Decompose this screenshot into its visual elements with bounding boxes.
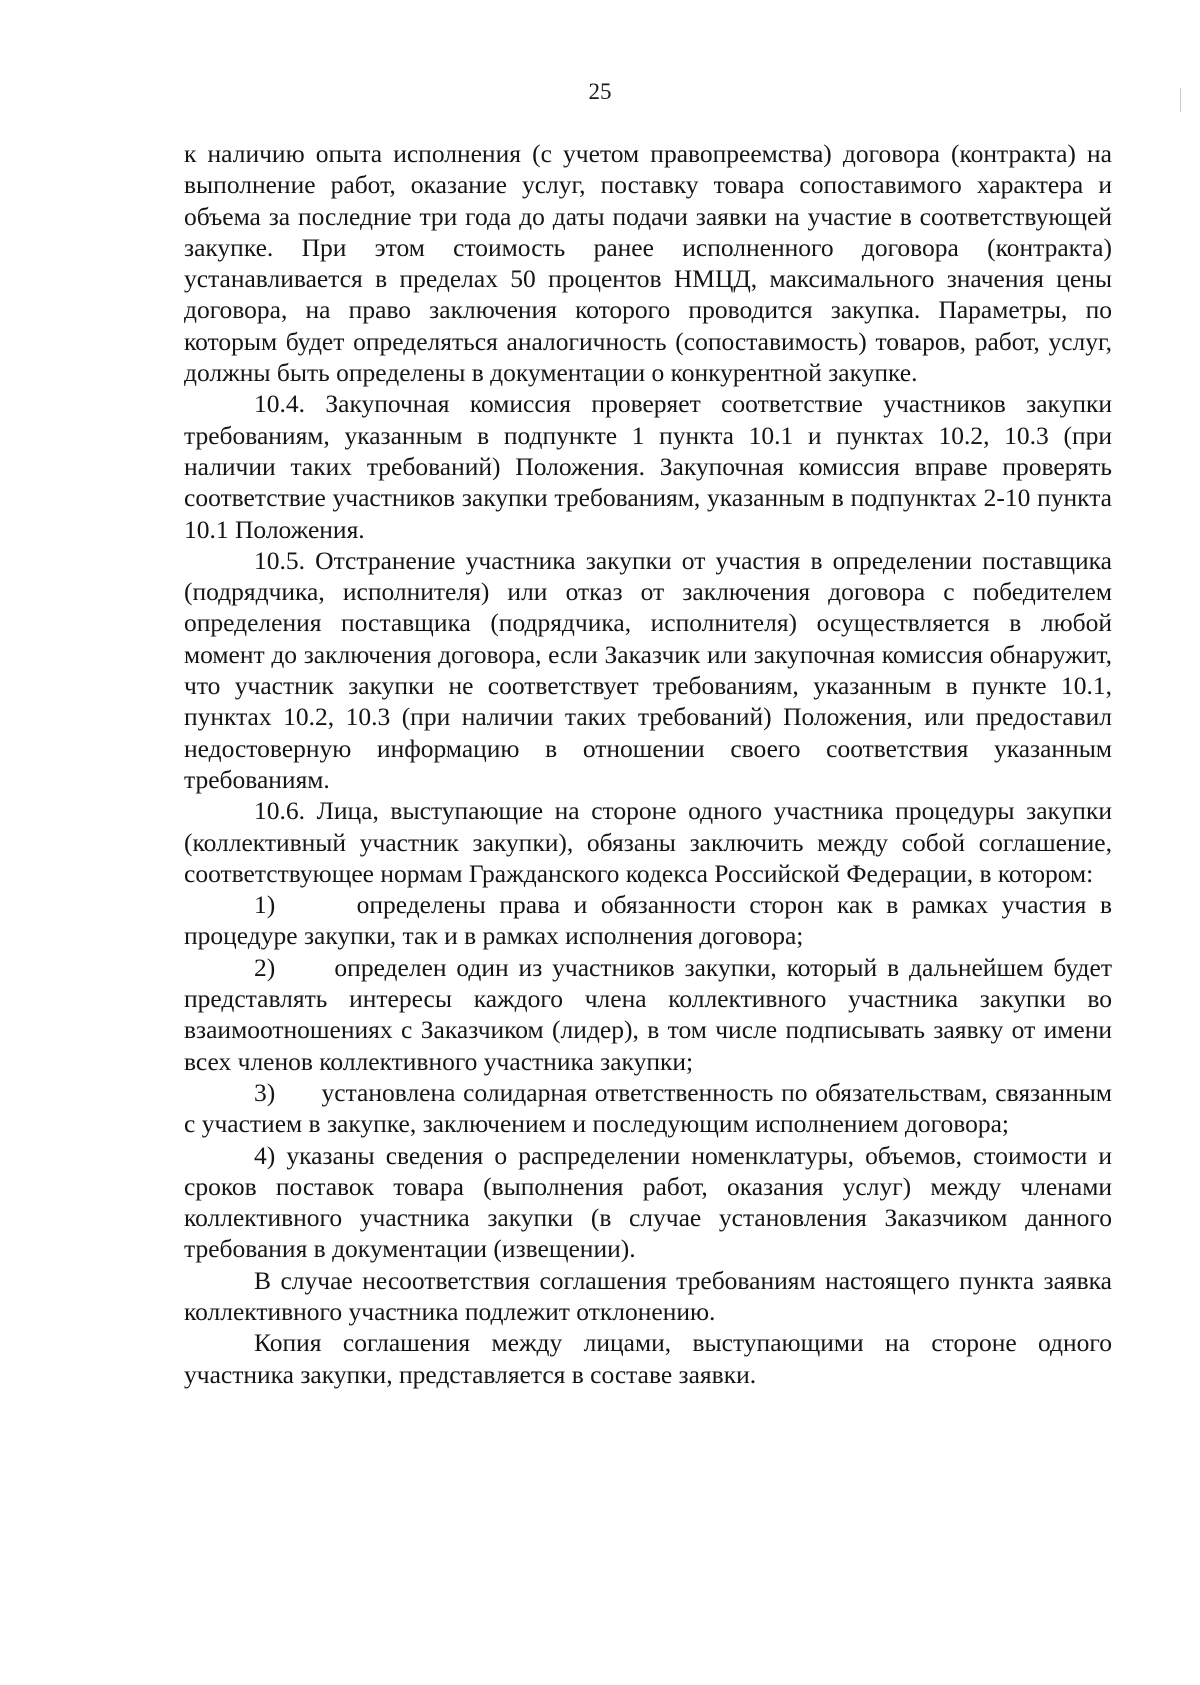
list-item-3: 3) установлена солидарная ответственность по обязательствам, связанным с участием в закупке, заключением и последующим исполнением договора; — [184, 1077, 1112, 1139]
paragraph-nonconformity: В случае несоответствия соглашения требованиям настоящего пункта заявка коллективного участника подлежит отклонению. — [184, 1265, 1112, 1326]
paragraph-10-4: 10.4. Закупочная комиссия проверяет соответствие участников закупки требованиям, указанным в подпункте 1 пункта 10.1 и пунктах 10.2, 10.3 (при наличии таких требований) Положения. Закупочная комиссия вправе проверять соответствие участников закупки требованиям, указанным в подпунктах 2-10 пункта 10.1 Положения. — [184, 389, 1112, 544]
paragraph-10-6: 10.6. Лица, выступающие на стороне одного участника процедуры закупки (коллективный участник закупки), обязаны заключить между собой соглашение, соответствующее нормам Гражданского кодекса Российской Федерации, в котором: — [184, 796, 1112, 888]
list-item-4: 4) указаны сведения о распределении номенклатуры, объемов, стоимости и сроков поставок товара (выполнения работ, оказания услуг) между членами коллективного участника закупки (в случае установления Заказчиком данного требования в документации (извещении). — [184, 1140, 1112, 1264]
list-item-2: 2) определен один из участников закупки, который в дальнейшем будет представлять интересы каждого члена коллективного участника закупки во взаимоотношениях с Заказчиком (лидер), в том числе подписывать заявку от имени всех членов коллективного участника закупки; — [184, 952, 1112, 1076]
list-item-1: 1) определены права и обязанности сторон как в рамках участия в процедуре закупки, так и в рамках исполнения договора; — [184, 890, 1112, 951]
paragraph-agreement-copy: Копия соглашения между лицами, выступающими на стороне одного участника закупки, представляется в составе заявки. — [184, 1328, 1112, 1389]
paragraph-continuation: к наличию опыта исполнения (с учетом правопреемства) договора (контракта) на выполнение работ, оказание услуг, поставку товара сопоставимого характера и объема за последние три года до даты подачи заявки на участие в соответствующей закупке. При этом стоимость ранее исполненного договора (контракта) устанавливается в пределах 50 процентов НМЦД, максимального значения цены договора, на право заключения которого проводится закупка. Параметры, по которым будет определяться аналогичность (сопоставимость) товаров, работ, услуг, должны быть определены в документации о конкурентной закупке. — [184, 139, 1112, 388]
paragraph-10-5: 10.5. Отстранение участника закупки от участия в определении поставщика (подрядчика, исполнителя) или отказ от заключения договора с победителем определения поставщика (подрядчика, исполнителя) осуществляется в любой момент до заключения договора, если Заказчик или закупочная комиссия обнаружит, что участник закупки не соответствует требованиям, указанным в пункте 10.1, пунктах 10.2, 10.3 (при наличии таких требований) Положения, или предоставил недостоверную информацию в отношении своего соответствия указанным требованиям. — [184, 545, 1112, 794]
page-number: 25 — [588, 79, 612, 104]
document-body — [184, 138, 1112, 1390]
